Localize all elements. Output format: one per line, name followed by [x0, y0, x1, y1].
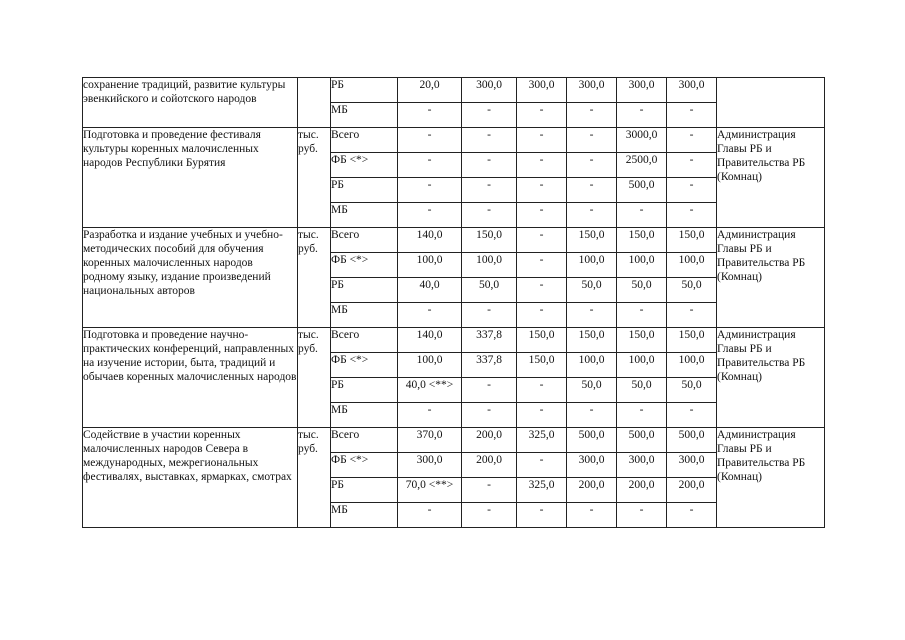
value-cell: 100,0	[462, 253, 517, 278]
value-cell: 300,0	[667, 78, 717, 103]
table-row	[83, 78, 825, 103]
value-cell: 100,0	[398, 353, 462, 378]
responsible-organization: Администрация Главы РБ и Правительства РБ (Комнац)	[717, 328, 825, 428]
value-cell: -	[398, 153, 462, 178]
value-cell: 300,0	[617, 453, 667, 478]
value-cell: -	[398, 128, 462, 153]
unit-cell: тыс. руб.	[298, 228, 331, 328]
value-cell: -	[462, 128, 517, 153]
activity-description: Подготовка и проведение фестиваля культуры коренных малочисленных народов Республики Бурятия	[83, 128, 298, 228]
funding-source-cell: МБ	[331, 303, 398, 328]
value-cell: 100,0	[567, 253, 617, 278]
value-cell: 40,0	[398, 278, 462, 303]
funding-source-cell: ФБ <*>	[331, 153, 398, 178]
value-cell: 150,0	[617, 328, 667, 353]
value-cell: 200,0	[617, 478, 667, 503]
table-body	[83, 78, 825, 528]
value-cell: -	[567, 153, 617, 178]
funding-source-cell: РБ	[331, 478, 398, 503]
value-cell: -	[462, 103, 517, 128]
value-cell: -	[398, 203, 462, 228]
value-cell: 337,8	[462, 328, 517, 353]
value-cell: 150,0	[517, 353, 567, 378]
value-cell: 150,0	[667, 328, 717, 353]
value-cell: 40,0 <**>	[398, 378, 462, 403]
value-cell: 150,0	[462, 228, 517, 253]
value-cell: -	[398, 178, 462, 203]
funding-source-cell: ФБ <*>	[331, 453, 398, 478]
value-cell: 300,0	[617, 78, 667, 103]
value-cell: 3000,0	[617, 128, 667, 153]
value-cell: -	[567, 103, 617, 128]
funding-source-cell: ФБ <*>	[331, 353, 398, 378]
value-cell: 100,0	[398, 253, 462, 278]
value-cell: -	[398, 403, 462, 428]
funding-source-cell: Всего	[331, 328, 398, 353]
unit-cell: тыс. руб.	[298, 128, 331, 228]
value-cell: -	[567, 503, 617, 528]
table-row	[83, 128, 825, 153]
value-cell: 200,0	[462, 428, 517, 453]
value-cell: -	[517, 378, 567, 403]
funding-source-cell: РБ	[331, 178, 398, 203]
value-cell: 50,0	[617, 278, 667, 303]
value-cell: 200,0	[567, 478, 617, 503]
value-cell: -	[462, 303, 517, 328]
value-cell: 150,0	[567, 328, 617, 353]
program-activities-table	[82, 77, 825, 528]
value-cell: -	[517, 278, 567, 303]
value-cell: -	[667, 128, 717, 153]
value-cell: -	[517, 403, 567, 428]
value-cell: 100,0	[667, 253, 717, 278]
value-cell: 50,0	[462, 278, 517, 303]
value-cell: -	[517, 103, 567, 128]
responsible-organization: Администрация Главы РБ и Правительства РБ (Комнац)	[717, 228, 825, 328]
value-cell: 300,0	[462, 78, 517, 103]
value-cell: 50,0	[567, 378, 617, 403]
value-cell: -	[462, 378, 517, 403]
value-cell: -	[462, 203, 517, 228]
value-cell: 200,0	[462, 453, 517, 478]
value-cell: -	[567, 178, 617, 203]
value-cell: 300,0	[667, 453, 717, 478]
value-cell: -	[567, 203, 617, 228]
value-cell: -	[667, 303, 717, 328]
value-cell: 140,0	[398, 228, 462, 253]
value-cell: -	[617, 203, 667, 228]
value-cell: 140,0	[398, 328, 462, 353]
funding-source-cell: МБ	[331, 103, 398, 128]
value-cell: 500,0	[567, 428, 617, 453]
funding-source-cell: Всего	[331, 128, 398, 153]
value-cell: -	[398, 303, 462, 328]
activity-description: Содействие в участии коренных малочисленных народов Севера в международных, межрегиональных фестивалях, выставках, ярмарках, смотрах	[83, 428, 298, 528]
activity-description: Подготовка и проведение научно-практических конференций, направленных на изучение истории, быта, традиций и обычаев коренных малочисленных народов	[83, 328, 298, 428]
value-cell: -	[567, 303, 617, 328]
activity-description: сохранение традиций, развитие культуры эвенкийского и сойотского народов	[83, 78, 298, 128]
value-cell: 300,0	[398, 453, 462, 478]
activity-description: Разработка и издание учебных и учебно-методических пособий для обучения коренных малочисленных народов родному языку, издание произведений национальных авторов	[83, 228, 298, 328]
value-cell: 325,0	[517, 478, 567, 503]
value-cell: -	[462, 478, 517, 503]
funding-source-cell: РБ	[331, 278, 398, 303]
value-cell: -	[462, 178, 517, 203]
unit-cell: тыс. руб.	[298, 428, 331, 528]
value-cell: -	[517, 178, 567, 203]
value-cell: -	[667, 403, 717, 428]
value-cell: -	[667, 153, 717, 178]
value-cell: 70,0 <**>	[398, 478, 462, 503]
value-cell: -	[667, 203, 717, 228]
unit-cell	[298, 78, 331, 128]
table-row	[83, 328, 825, 353]
responsible-organization: Администрация Главы РБ и Правительства РБ (Комнац)	[717, 428, 825, 528]
value-cell: -	[667, 178, 717, 203]
value-cell: -	[667, 103, 717, 128]
value-cell: 20,0	[398, 78, 462, 103]
unit-cell: тыс. руб.	[298, 328, 331, 428]
value-cell: -	[517, 503, 567, 528]
value-cell: -	[617, 503, 667, 528]
responsible-organization: Администрация Главы РБ и Правительства РБ (Комнац)	[717, 128, 825, 228]
value-cell: 50,0	[617, 378, 667, 403]
value-cell: -	[617, 103, 667, 128]
funding-source-cell: Всего	[331, 228, 398, 253]
value-cell: 500,0	[667, 428, 717, 453]
value-cell: 500,0	[617, 178, 667, 203]
value-cell: -	[567, 403, 617, 428]
value-cell: -	[517, 303, 567, 328]
value-cell: -	[462, 503, 517, 528]
funding-source-cell: ФБ <*>	[331, 253, 398, 278]
funding-source-cell: РБ	[331, 378, 398, 403]
value-cell: -	[667, 503, 717, 528]
value-cell: -	[398, 103, 462, 128]
value-cell: -	[617, 403, 667, 428]
value-cell: -	[517, 128, 567, 153]
value-cell: -	[517, 253, 567, 278]
value-cell: 500,0	[617, 428, 667, 453]
funding-source-cell: РБ	[331, 78, 398, 103]
value-cell: 300,0	[517, 78, 567, 103]
funding-source-cell: Всего	[331, 428, 398, 453]
value-cell: 100,0	[567, 353, 617, 378]
value-cell: 150,0	[667, 228, 717, 253]
value-cell: 200,0	[667, 478, 717, 503]
value-cell: -	[517, 453, 567, 478]
value-cell: -	[398, 503, 462, 528]
value-cell: 50,0	[667, 278, 717, 303]
value-cell: -	[617, 303, 667, 328]
funding-source-cell: МБ	[331, 203, 398, 228]
value-cell: 325,0	[517, 428, 567, 453]
value-cell: -	[517, 153, 567, 178]
value-cell: 2500,0	[617, 153, 667, 178]
value-cell: 370,0	[398, 428, 462, 453]
funding-source-cell: МБ	[331, 503, 398, 528]
value-cell: -	[462, 153, 517, 178]
value-cell: 150,0	[567, 228, 617, 253]
value-cell: 337,8	[462, 353, 517, 378]
value-cell: 300,0	[567, 78, 617, 103]
value-cell: 100,0	[617, 253, 667, 278]
value-cell: 50,0	[567, 278, 617, 303]
value-cell: 150,0	[517, 328, 567, 353]
responsible-organization	[717, 78, 825, 128]
value-cell: 300,0	[567, 453, 617, 478]
table-row	[83, 428, 825, 453]
funding-source-cell: МБ	[331, 403, 398, 428]
value-cell: -	[462, 403, 517, 428]
table-row	[83, 228, 825, 253]
value-cell: -	[517, 203, 567, 228]
value-cell: 100,0	[617, 353, 667, 378]
value-cell: 150,0	[617, 228, 667, 253]
value-cell: -	[517, 228, 567, 253]
value-cell: 50,0	[667, 378, 717, 403]
value-cell: -	[567, 128, 617, 153]
value-cell: 100,0	[667, 353, 717, 378]
